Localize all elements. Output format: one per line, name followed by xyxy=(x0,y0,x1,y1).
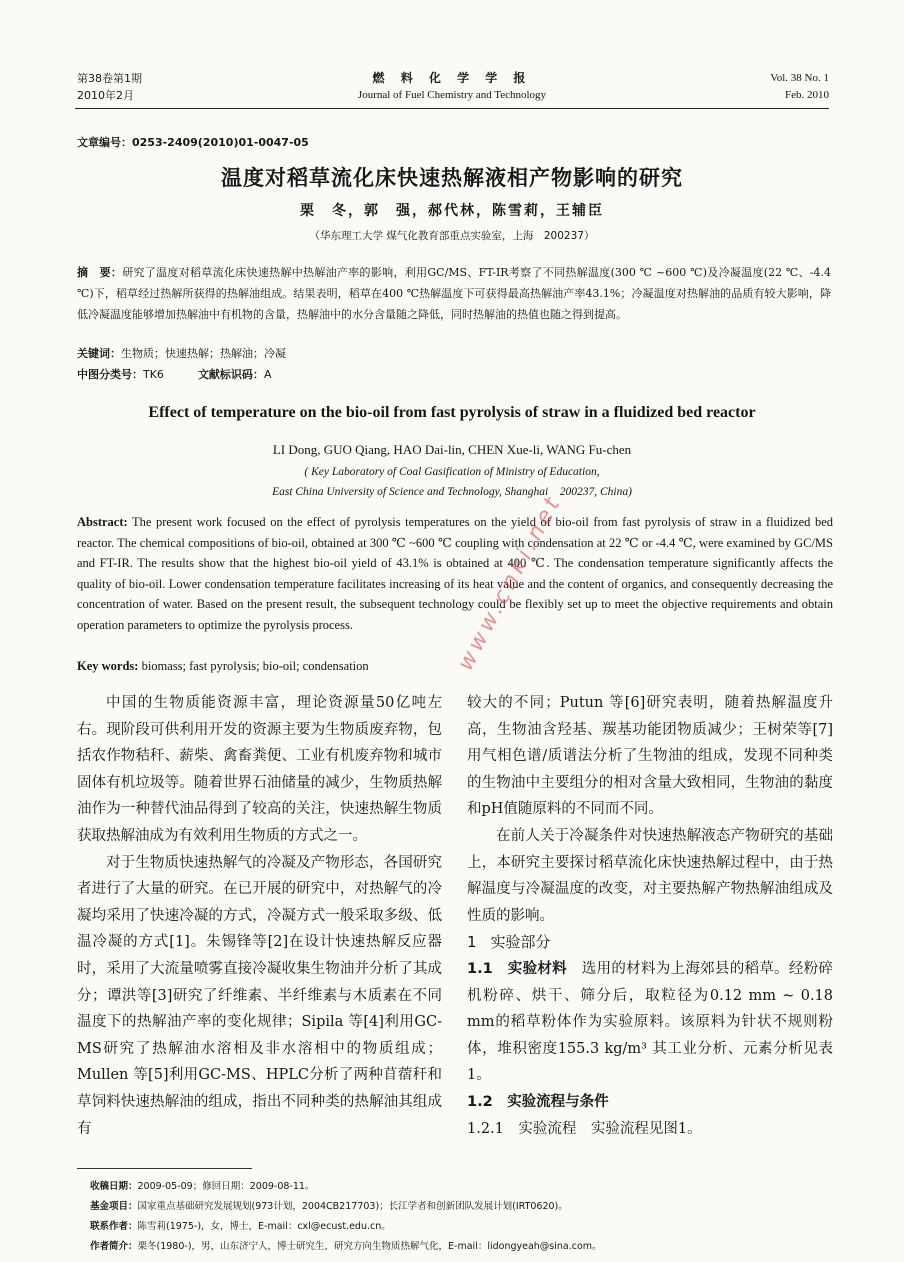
affiliation-cn: （华东理工大学 煤气化教育部重点实验室，上海 200237） xyxy=(309,230,595,242)
section-title: 实验部分 xyxy=(490,933,551,952)
subsection-text: 实验流程见图1。 xyxy=(576,1120,702,1137)
footnote-author xyxy=(90,1240,602,1254)
header-center xyxy=(300,70,604,104)
clc-label: 中图分类号： xyxy=(77,368,143,381)
keywords-cn-label: 关键词： xyxy=(77,347,121,360)
clc-value: TK6 xyxy=(143,368,164,381)
subsection-1-2-1 xyxy=(467,1116,833,1143)
body-paragraph: 在前人关于冷凝条件对快速热解液态产物研究的基础上，本研究主要探讨稻草流化床快速热解过程中，由于热解温度与冷凝温度的改变，对主要热解产物热解油组成及性质的影响。 xyxy=(467,827,833,924)
footnote-fund xyxy=(90,1200,568,1214)
date-en: Feb. 2010 xyxy=(785,89,829,101)
keywords-en-label: Key words: xyxy=(77,659,139,673)
section-heading-1 xyxy=(467,929,833,956)
footnote-text: 陈雪莉(1975-)，女，博士，E-mail：cxl@ecust.edu.cn。 xyxy=(137,1221,391,1232)
subsection-1-2 xyxy=(467,1089,833,1116)
footnote-text: 栗冬(1980-)，男，山东济宁人，博士研究生，研究方向生物质热解气化，E-mail：lidongyeah@sina.com。 xyxy=(137,1241,602,1252)
abstract-en-text: The present work focused on the effect of pyrolysis temperatures on the yield of bio-oil from fast pyrolysis of straw in a fluidized bed reactor. The chemical compositions of bio-oil, obtained at 300 ℃ ~600 ℃ coupling with condensation at 22 ℃ or -4.4 ℃, were examined by GC/MS and FT-IR. The results show that the highest bio-oil yield of 43.1% is obtained at 400 ℃. The condensation temperature significantly affects the quality of bio-oil. Lower condensation temperature facilitates increasing of its heat value and the content of organics, and consequently decreasing the concentration of water. Based on the present result, the subsequent technology could be flexibly set up to meet the objective requirements and obtain operation parameters to optimize the pyrolysis process. xyxy=(77,515,833,632)
affiliation-en-line1: ( Key Laboratory of Coal Gasification of Ministry of Education, xyxy=(304,466,600,478)
header-rule xyxy=(75,108,829,109)
header-left xyxy=(77,70,142,104)
abstract-en-label: Abstract: xyxy=(77,515,128,529)
footnote-label: 作者简介： xyxy=(90,1241,138,1252)
affiliation-en-line2: East China University of Science and Technology, Shanghai 200237, China) xyxy=(272,486,632,498)
footnote-contact xyxy=(90,1220,391,1234)
doc-code-label: 文献标识码： xyxy=(197,368,264,381)
body-paragraph: 对于生物质快速热解气的冷凝及产物形态，各国研究者进行了大量的研究。在已开展的研究中，对热解气的冷凝均采用了快速冷凝的方式，冷凝方式一般采取多级、低温冷凝的方式[1]。朱锡锋等[2]在设计快速热解反应器时，采用了大流量喷雾直接冷凝收集生物油并分析了其成分；谭洪等[3]研究了纤维素、半纤维素与木质素在不同温度下的热解油产率的变化规律；Sipila 等[4]利用GC-MS研究了热解油水溶相及非水溶相中的物质组成；Mullen 等[5]利用GC-MS、HPLC分析了两种苜蓿秆和草饲料快速热解油的组成，指出不同种类的热解油其组成有 xyxy=(77,854,442,1137)
volume-en: Vol. 38 No. 1 xyxy=(770,72,829,84)
journal-name-en: Journal of Fuel Chemistry and Technology xyxy=(357,89,547,101)
abstract-cn-text: 研究了温度对稻草流化床快速热解中热解油产率的影响，利用GC/MS、FT-IR考察了不同热解温度(300 ℃ ~600 ℃)及冷凝温度(22 ℃、-4.4 ℃)下，稻草经过热解所获得的热解油组成。结果表明，稻草在400 ℃热解温度下可获得最高热解油产率43.1%；冷凝温度对热解油的品质有较大影响，降低冷凝温度能够增加热解油中有机物的含量，热解油中的水分含量随之降低，同时热解油的热值也随之得到提高。 xyxy=(77,266,832,321)
footnote-text: 国家重点基础研究发展规划(973计划，2004CB217703)；长江学者和创新团队发展计划(IRT0620)。 xyxy=(137,1201,568,1212)
footnote-label: 基金项目： xyxy=(90,1201,138,1212)
article-number: 文章编号：0253-2409(2010)01-0047-05 xyxy=(77,136,309,149)
footnote-rule xyxy=(77,1168,252,1169)
abstract-cn-label: 摘 要： xyxy=(77,266,123,279)
subsection-title: 实验材料 xyxy=(507,960,567,977)
section-number: 1 xyxy=(467,933,477,952)
subsection-number: 1.1 xyxy=(467,960,493,977)
subsection-1-1 xyxy=(467,956,833,1089)
affiliation-en xyxy=(75,462,829,502)
authors-en: LI Dong, GUO Qiang, HAO Dai-lin, CHEN Xue-li, WANG Fu-chen xyxy=(272,442,632,457)
volume-cn: 第38卷第1期 xyxy=(77,72,142,85)
footnote-text: 2009-05-09；修回日期：2009-08-11。 xyxy=(137,1181,315,1192)
journal-name-cn: 燃 料 化 学 学 报 xyxy=(372,71,532,85)
body-paragraph: 较大的不同；Putun 等[6]研究表明，随着热解温度升高，生物油含羟基、羰基功能团物质减少；王树荣等[7]用气相色谱/质谱法分析了生物油的组成，发现不同种类的生物油中主要组分的相对含量大致相同，生物油的黏度和pH值随原料的不同而不同。 xyxy=(467,695,833,818)
doc-code-value: A xyxy=(263,368,272,381)
footnote-label: 收稿日期： xyxy=(90,1181,138,1192)
keywords-cn xyxy=(77,345,286,363)
subsection-text: 选用的材料为上海郊县的稻草。经粉碎机粉碎、烘干、筛分后，取粒径为0.12 mm ~ 0.18 mm的稻草粉体作为实验原料。该原料为针状不规则粉体，堆积密度155.3 kg/m³ 其工业分析、元素分析见表1。 xyxy=(467,960,834,1084)
title-cn: 温度对稻草流化床快速热解液相产物影响的研究 xyxy=(221,166,683,190)
footnote-label: 联系作者： xyxy=(90,1221,138,1232)
subsection-number: 1.2.1 xyxy=(467,1120,504,1137)
footnote-received xyxy=(90,1180,314,1194)
body-left-column xyxy=(77,690,442,1142)
body-right-column xyxy=(467,690,833,1142)
keywords-en xyxy=(77,656,369,676)
header-right xyxy=(770,70,829,104)
date-cn: 2010年2月 xyxy=(77,89,134,102)
authors-cn: 栗 冬，郭 强，郝代林，陈雪莉，王辅臣 xyxy=(300,203,604,219)
keywords-en-text: biomass; fast pyrolysis; bio-oil; condensation xyxy=(138,659,369,673)
abstract-cn xyxy=(77,262,831,325)
subsection-title: 实验流程 xyxy=(518,1120,577,1137)
body-paragraph: 中国的生物质能资源丰富，理论资源量50亿吨左右。现阶段可供利用开发的资源主要为生物质废弃物，包括农作物秸秆、薪柴、禽畜粪便、工业有机废弃物和城市固体有机垃圾等。随着世界石油储量的减少，生物质热解油作为一种替代油品得到了较高的关注，快速热解生物质获取热解油成为有效利用生物质的方式之一。 xyxy=(77,695,442,844)
title-en: Effect of temperature on the bio-oil from fast pyrolysis of straw in a fluidized bed reactor xyxy=(148,404,756,421)
classification-cn xyxy=(77,366,271,384)
subsection-title: 实验流程与条件 xyxy=(507,1093,609,1110)
abstract-en xyxy=(77,512,833,635)
subsection-number: 1.2 xyxy=(467,1093,493,1110)
watermark: www.cnki.net xyxy=(453,490,567,675)
keywords-cn-text: 生物质；快速热解；热解油；冷凝 xyxy=(121,347,286,360)
